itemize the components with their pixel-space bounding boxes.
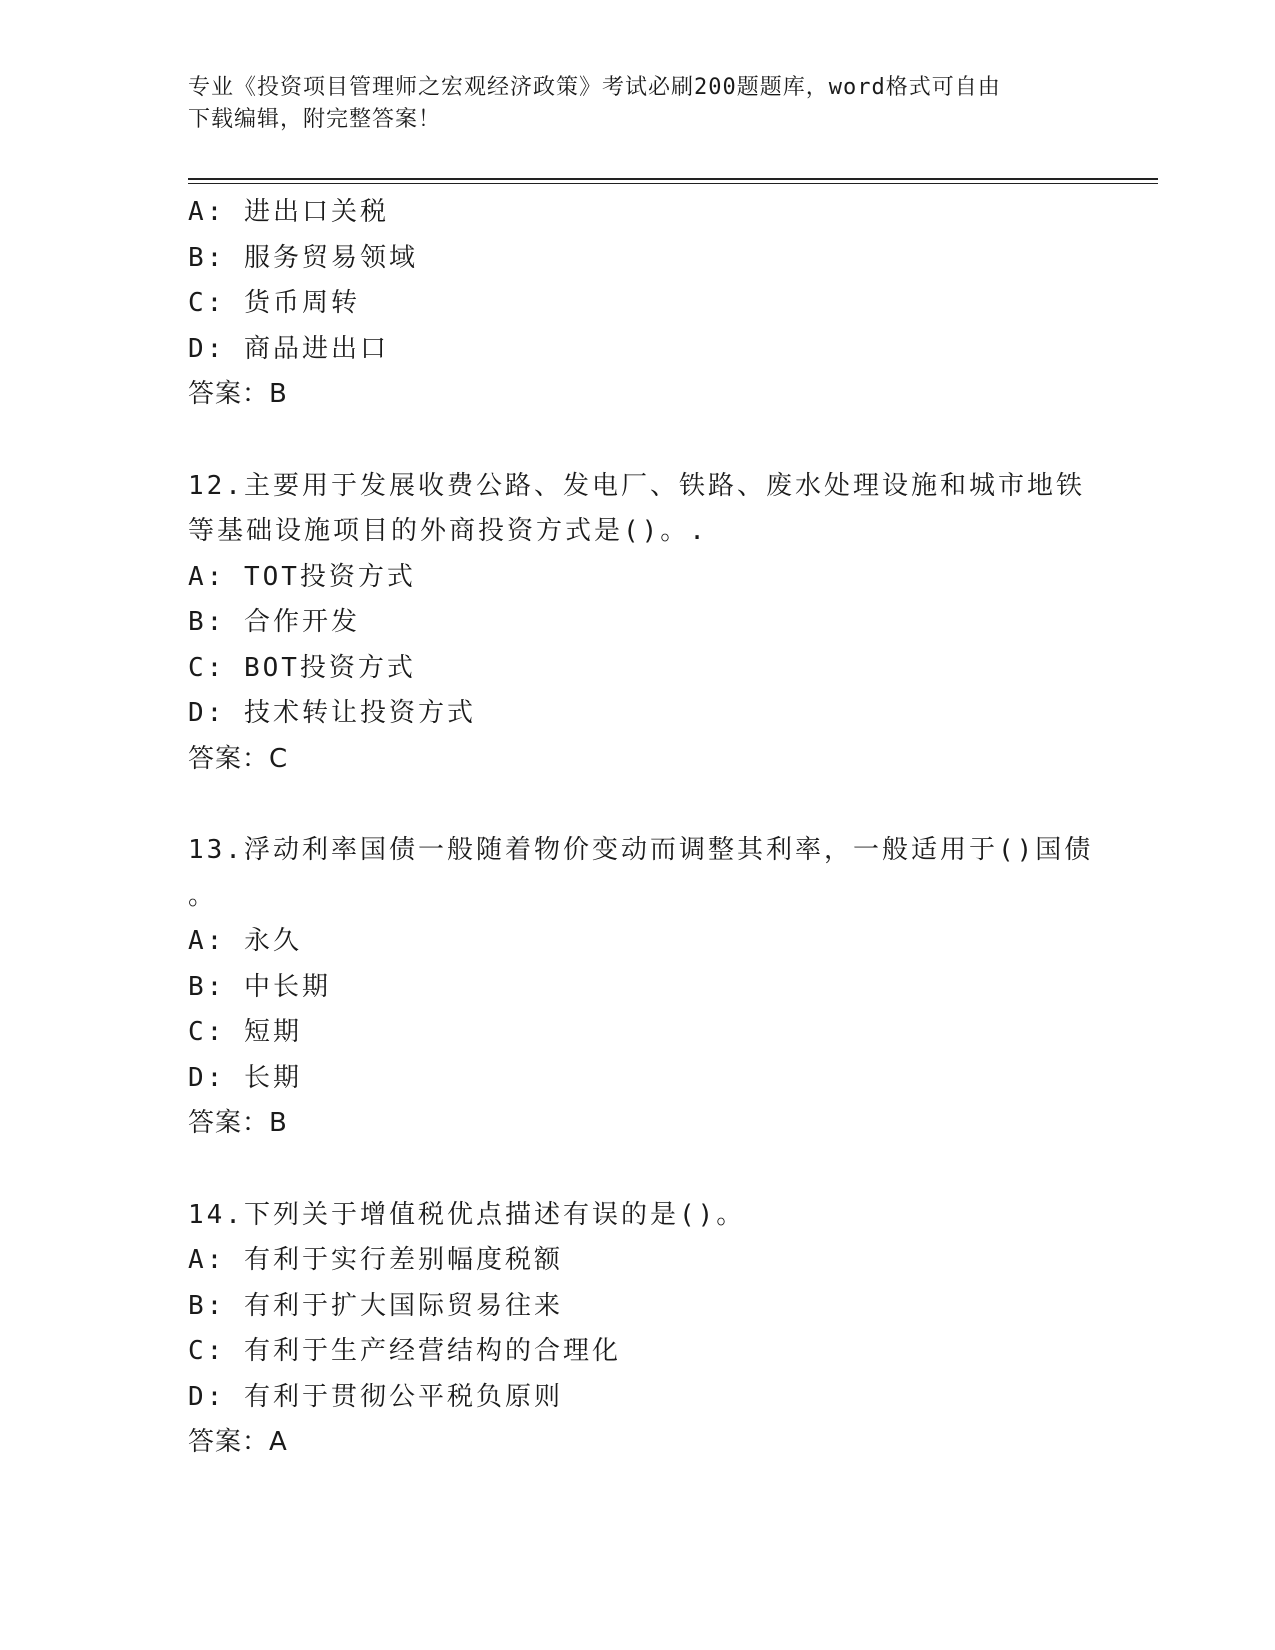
question-text-cont: 等基础设施项目的外商投资方式是()。. — [188, 516, 708, 546]
option-d: D: 有利于贯彻公平税负原则 — [188, 1381, 563, 1412]
document-header — [188, 72, 1088, 136]
option-d: D: 长期 — [188, 1062, 302, 1093]
option-d: D: 商品进出口 — [188, 333, 389, 364]
question-block-14 — [188, 1193, 1088, 1466]
question-text: 13.浮动利率国债一般随着物价变动而调整其利率，一般适用于()国债 — [188, 835, 1094, 865]
question-block-13 — [188, 828, 1094, 1147]
answer-text: 答案：A — [188, 1427, 288, 1457]
option-c: C: 货币周转 — [188, 288, 360, 318]
option-b: B: 合作开发 — [188, 607, 360, 637]
question-text-cont: 。 — [188, 880, 218, 911]
option-b: B: 服务贸易领域 — [188, 242, 418, 273]
option-b: B: 中长期 — [188, 971, 331, 1002]
option-b: B: 有利于扩大国际贸易往来 — [188, 1290, 563, 1321]
question-block-12 — [188, 464, 1088, 783]
question-text: 14.下列关于增值税优点描述有误的是()。 — [188, 1199, 746, 1230]
header-divider — [188, 178, 1158, 180]
option-c: C: 有利于生产经营结构的合理化 — [188, 1336, 621, 1366]
header-line-1: 专业《投资项目管理师之宏观经济政策》考试必刷200题题库，word格式可自由 — [188, 75, 1001, 100]
option-d: D: 技术转让投资方式 — [188, 698, 476, 728]
question-block-11 — [188, 190, 1088, 418]
option-a: A: TOT投资方式 — [188, 561, 416, 592]
header-line-2: 下载编辑，附完整答案！ — [188, 107, 442, 132]
answer-text: 答案：B — [188, 1108, 288, 1138]
option-a: A: 有利于实行差别幅度税额 — [188, 1245, 563, 1275]
question-list — [188, 190, 1094, 1466]
option-a: A: 永久 — [188, 926, 302, 956]
answer-text: 答案：C — [188, 743, 289, 774]
option-c: C: BOT投资方式 — [188, 652, 416, 683]
option-c: C: 短期 — [188, 1017, 302, 1047]
question-text: 12.主要用于发展收费公路、发电厂、铁路、废水处理设施和城市地铁 — [188, 470, 1085, 501]
option-a: A: 进出口关税 — [188, 197, 389, 227]
header-divider-thin — [188, 183, 1158, 184]
answer-text: 答案：B — [188, 379, 288, 409]
